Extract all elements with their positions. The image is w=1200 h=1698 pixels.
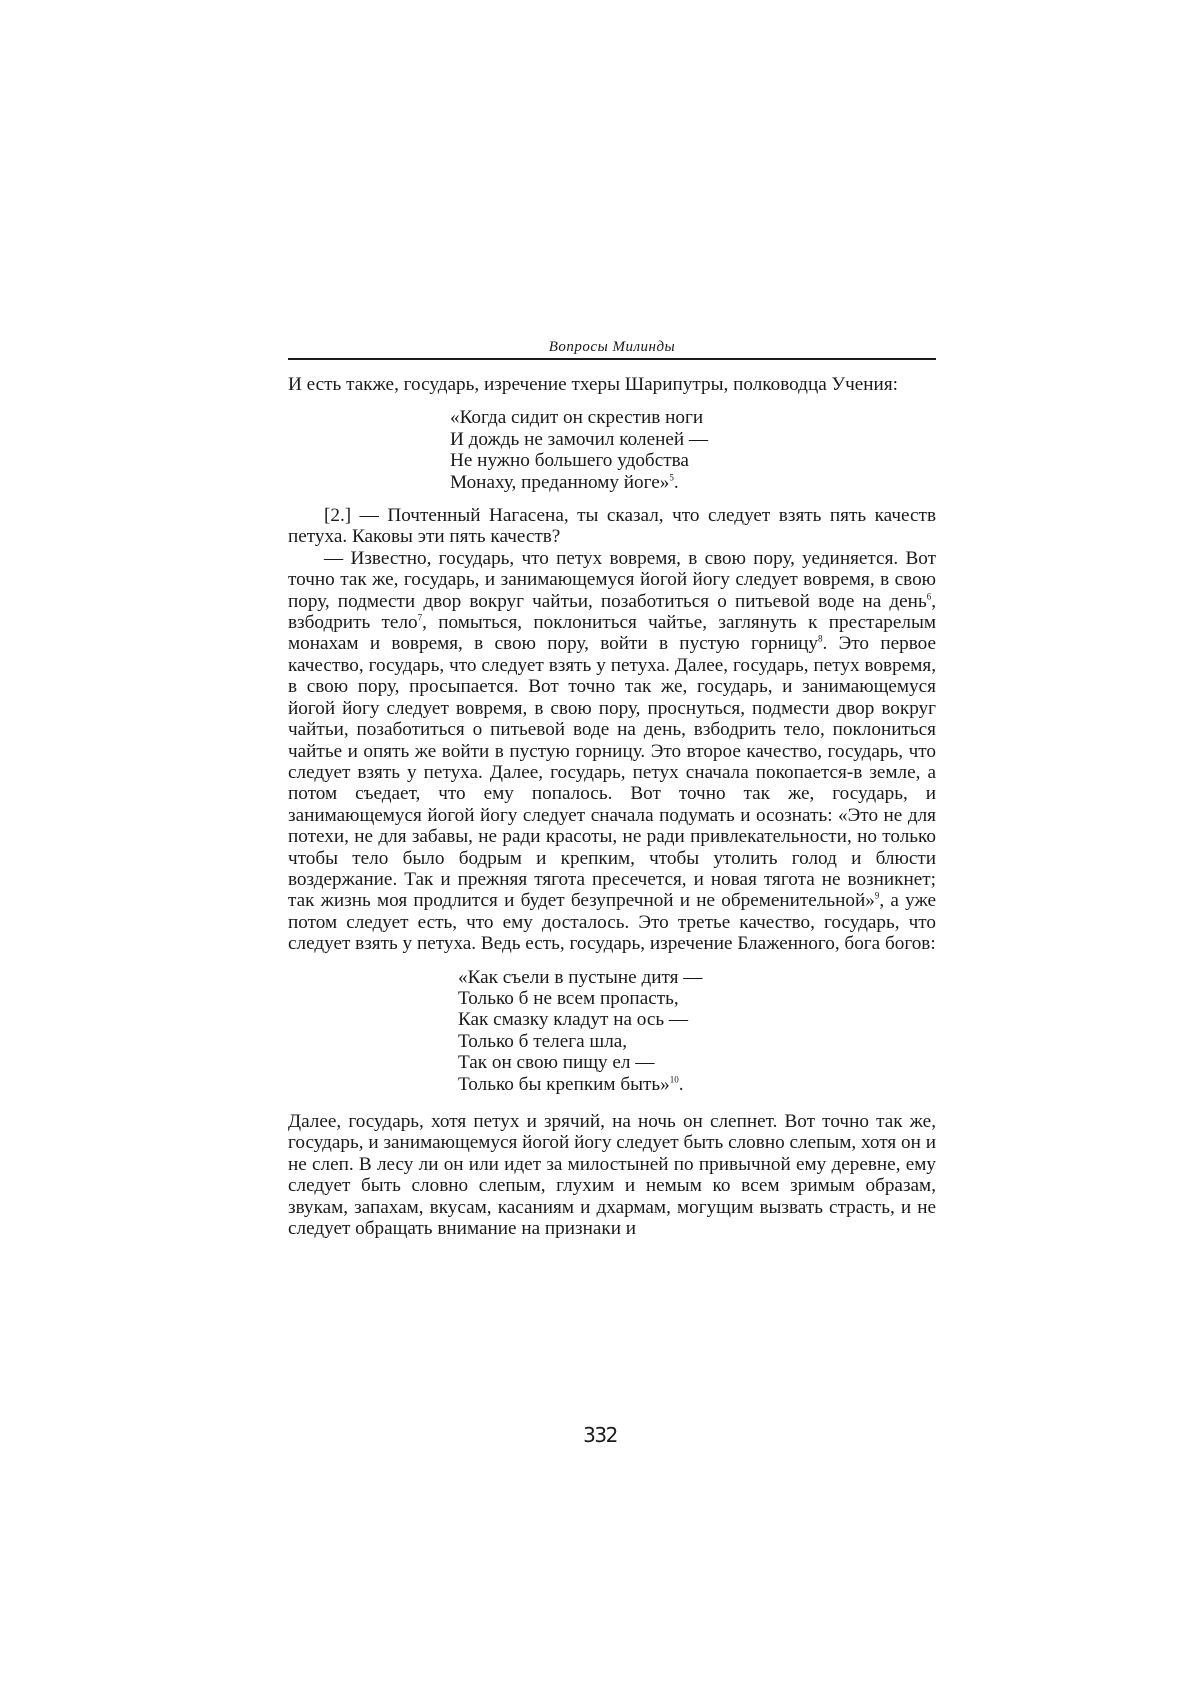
page-number: 332 — [583, 1423, 617, 1447]
answer-paragraph: — Известно, государь, что петух вовремя, в свою пору, уединяется. Вот точно так же, государь, и занимающемуся йогой йогу следует вовремя, в свою пору, подмести двор вокруг чайтьи, позаботиться о питьевой воде на день$^6$, взбодрить тело$^7$, помыться, поклониться чайтье, заглянуть к престарелым монахам и вовремя, в свою пору, войти в пустую горницу$^8$. Это первое качество, государь, что следует взять у петуха. Далее, государь, петух вовремя, в свою пору, просыпается. Вот точно так же, государь, и занимающемуся йогой йогу следует вовремя, в свою пору, проснуться, подмести двор вокруг чайтьи, позаботиться о питьевой воде на день, взбодрить тело, поклониться чайтье и опять же войти в пустую горницу. Это второе качество, государь, что следует взять у петуха. Далее, государь, петух сначала покопается-в земле, а потом съедает, что ему попалось. Вот точно так же, государь, и занимающемуся йогой йогу следует сначала подумать и осознать: «Это не для потехи, не для забавы, не ради красоты, не ради привлекательности, но только чтобы тело было бодрым и крепким, чтобы утолить голод и блюсти воздержание. Так и прежняя тягота пресечется, и новая тягота не возникнет; так жизнь моя продлится и будет безупречной и не обременительной»$^9$, а уже потом следует есть, что ему досталось. Это третье качество, государь, что следует взять у петуха. Ведь есть, государь, изречение Блаженного, бога богов: — [288, 547, 936, 955]
verse-blessed-one — [288, 967, 936, 1095]
verse-line: Так он свою пищу ел — — [458, 1052, 655, 1074]
verse-line: «Когда сидит он скрестив ноги — [450, 407, 704, 429]
verse-line: Монаху, преданному йоге»$^5$. — [450, 471, 679, 493]
header-rule — [288, 358, 936, 360]
footnote-mark: 6 — [926, 591, 932, 602]
verse-sariputta — [288, 407, 936, 493]
body-text — [288, 374, 936, 1239]
continuation-paragraph: Далее, государь, хотя петух и зрячий, на ночь он слепнет. Вот точно так же, государь, и занимающемуся йогой йогу следует быть словно слепым, хотя он и не слеп. В лесу ли он или идет за милостыней по привычной ему деревне, ему следует быть словно слепым, глухим и немым ко всем зримым образам, звукам, запахам, вкусам, касаниям и дхармам, могущим вызвать страсть, и не следует обращать внимание на признаки и — [288, 1111, 936, 1240]
footnote-mark: 10 — [669, 1074, 679, 1085]
verse-line: Только бы крепким быть»$^{10}$. — [458, 1073, 684, 1095]
verse-line: Только б телега шла, — [458, 1030, 628, 1052]
running-head: Вопросы Милинды — [548, 339, 676, 355]
verse-line: «Как съели в пустыне дитя — — [458, 966, 703, 988]
footnote-mark: 8 — [818, 634, 823, 645]
intro-paragraph: И есть также, государь, изречение тхеры Шарипутры, полководца Учения: — [288, 374, 898, 395]
verse-line: Как смазку кладут на ось — — [458, 1009, 689, 1031]
question-paragraph: [2.] — Почтенный Нагасена, ты сказал, что следует взять пять качеств петуха. Каковы эти пять качеств? — [288, 505, 936, 548]
footnote-mark: 5 — [669, 472, 674, 483]
verse-line: Только б не всем пропасть, — [458, 987, 679, 1009]
verse-line: Не нужно большего удобства — [450, 450, 689, 472]
footnote-mark: 9 — [874, 890, 880, 901]
book-page — [288, 336, 936, 1239]
verse-line: И дождь не замочил коленей — — [450, 428, 709, 450]
footnote-mark: 7 — [417, 612, 423, 623]
